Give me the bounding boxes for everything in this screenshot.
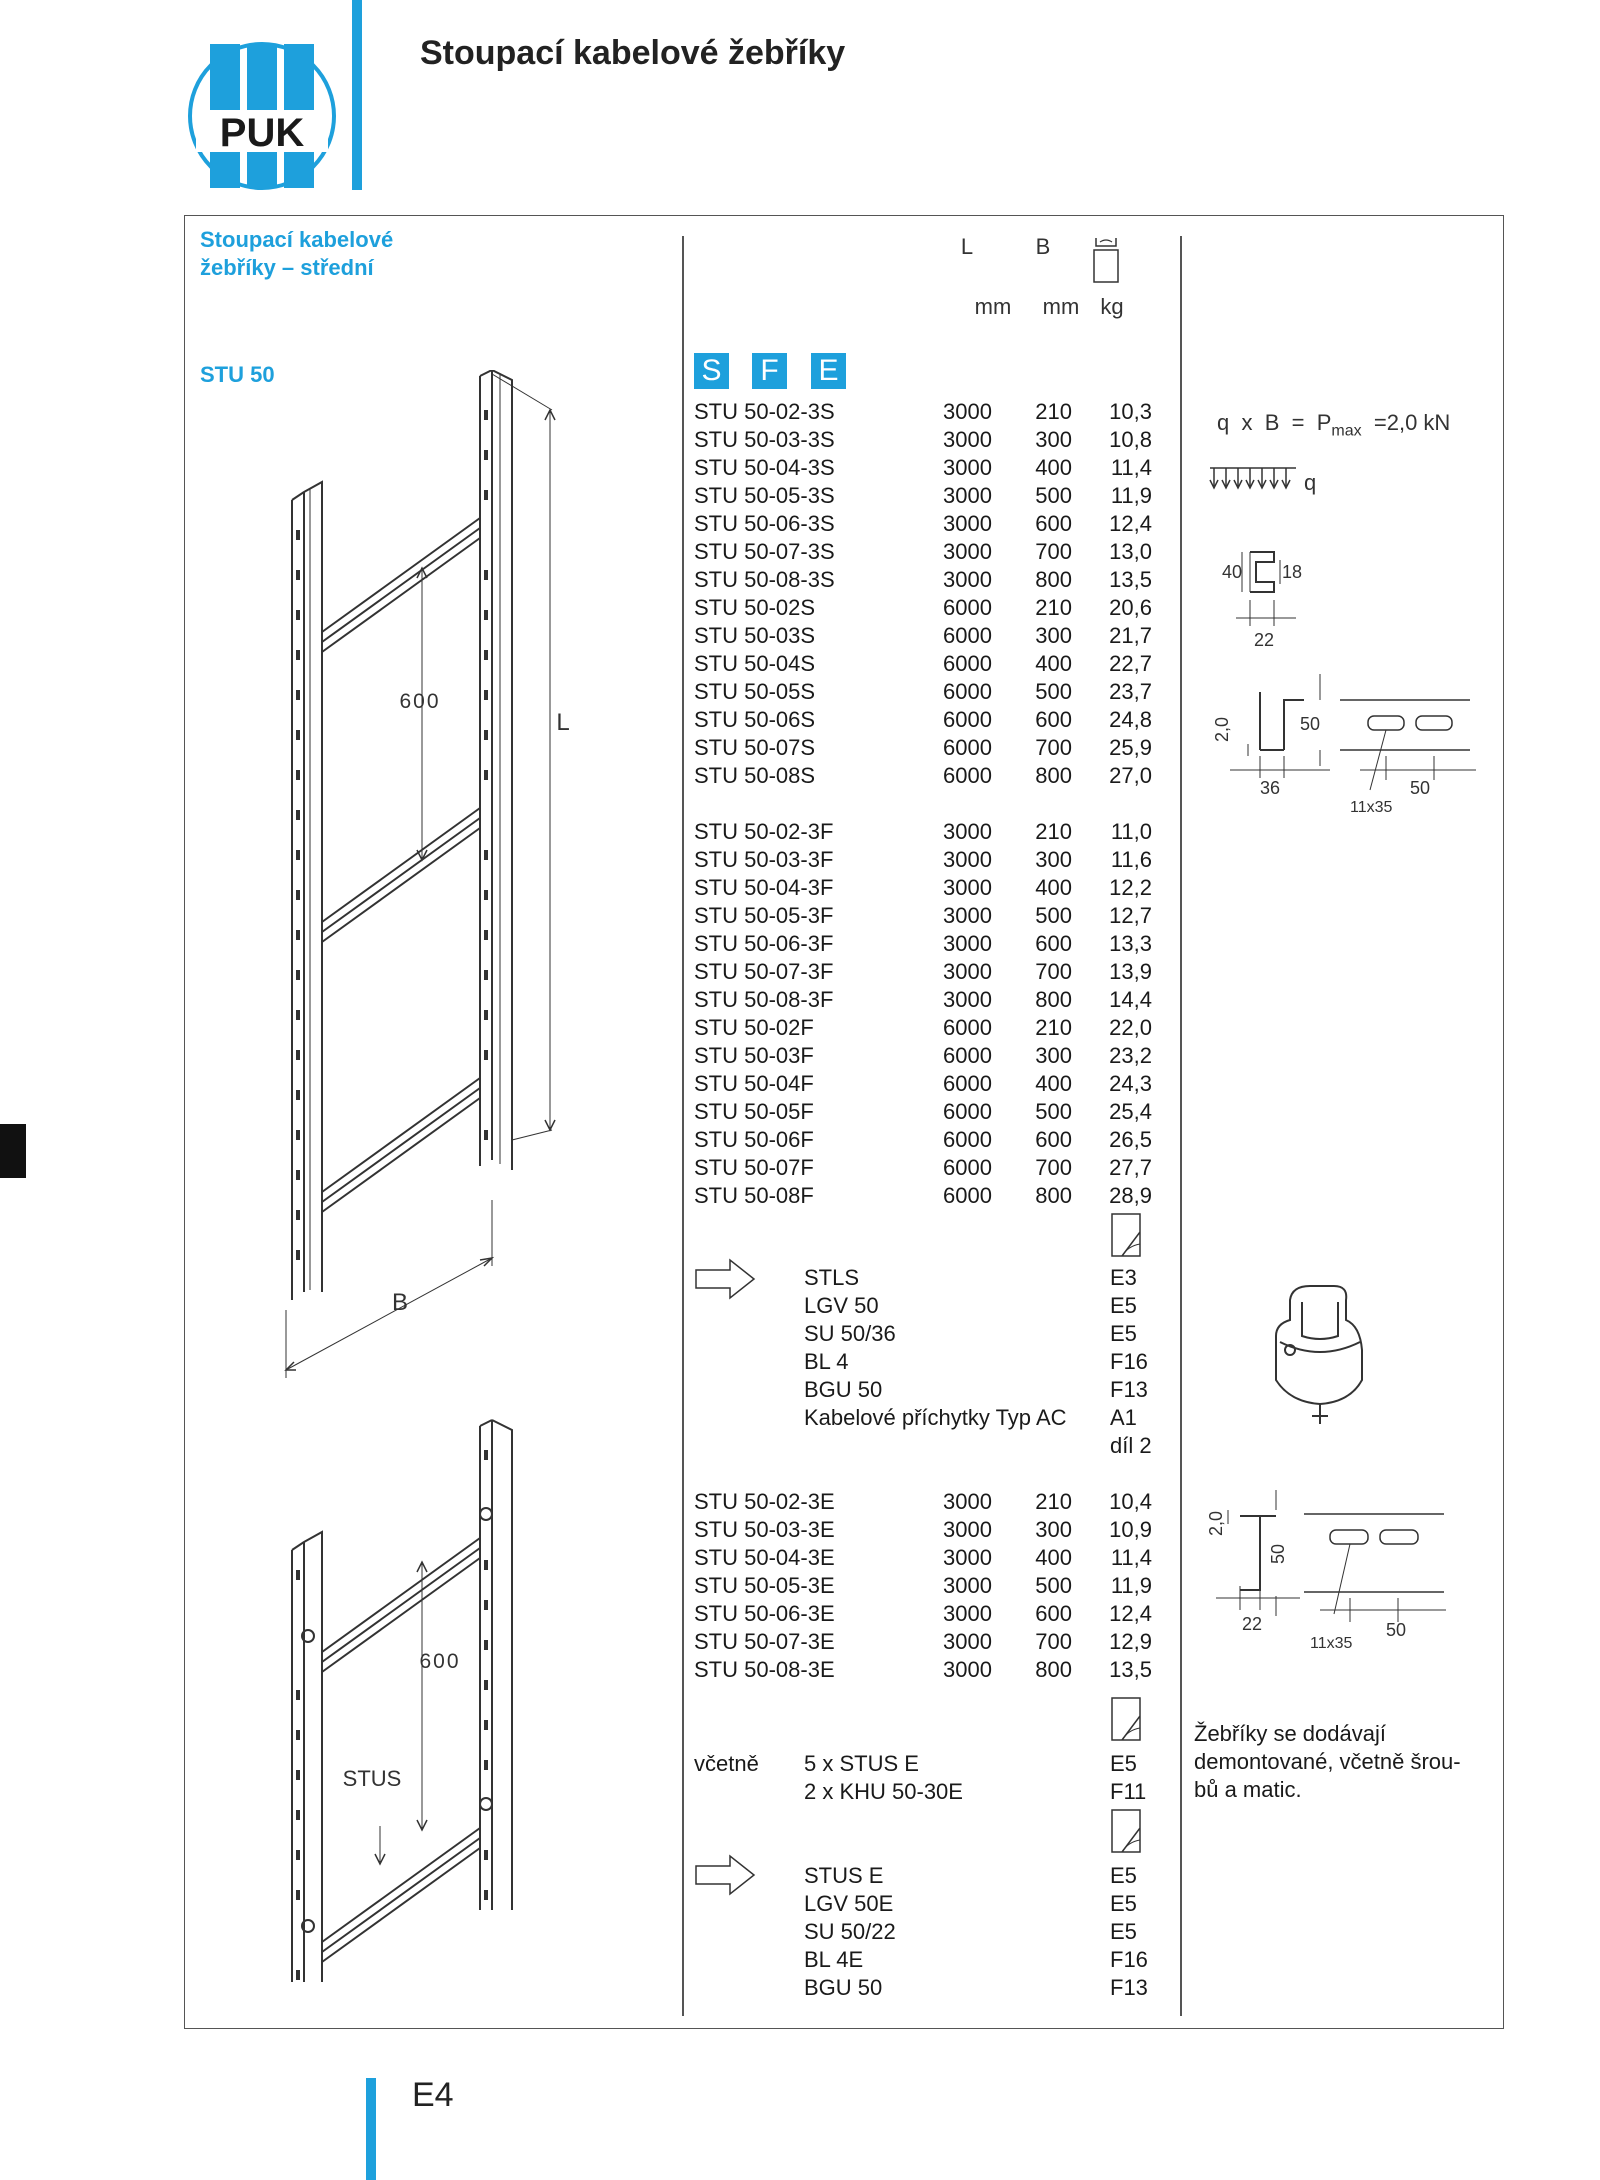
list-item: BGU 50 F13	[804, 1975, 1148, 2000]
section-title	[200, 226, 500, 282]
table-row: STU 50-08F 6000 800 28,9	[694, 1183, 1152, 1208]
table-row: STU 50-06-3S 3000 600 12,4	[694, 511, 1152, 536]
stus-label: STUS	[342, 1766, 402, 1791]
table-row: STU 50-04S 6000 400 22,7	[694, 651, 1152, 676]
table-row: STU 50-05-3E 3000 500 11,9	[694, 1573, 1152, 1598]
table-row: STU 50-06-3E 3000 600 12,4	[694, 1601, 1152, 1626]
table-row: STU 50-04-3E 3000 400 11,4	[694, 1545, 1152, 1570]
rung-height-label: 50	[1300, 714, 1321, 734]
table-row: STU 50-02S 6000 210 20,6	[694, 595, 1152, 620]
rung-e-thickness-label: 2,0	[1206, 1510, 1226, 1536]
rung-thickness-label: 2,0	[1212, 716, 1232, 742]
table-row: STU 50-04-3S 3000 400 11,4	[694, 455, 1152, 480]
model-heading: STU 50	[200, 362, 275, 387]
slot-e-pitch-label: 50	[1386, 1620, 1407, 1640]
table-row: STU 50-04-3F 3000 400 12,2	[694, 875, 1152, 900]
profile-height-label: 40	[1222, 562, 1243, 582]
table-row: STU 50-04F 6000 400 24,3	[694, 1071, 1152, 1096]
accessory-list	[694, 1264, 1174, 1460]
logo-text: PUK	[219, 111, 305, 155]
footer-accent-bar	[366, 2078, 376, 2180]
section-title-line1: Stoupací kabelové	[200, 227, 394, 252]
delivery-note: Žebříky se dodávají demontované, včetně šrou- bů a matic.	[1194, 1721, 1461, 1802]
rung-width-label: 36	[1260, 778, 1281, 798]
table-row: STU 50-02-3F 3000 210 11,0	[694, 819, 1152, 844]
table-row: STU 50-08-3E 3000 800 13,5	[694, 1657, 1152, 1682]
list-item: SU 50/36 E5	[804, 1321, 1137, 1346]
catalogue-page-icon	[1110, 1808, 1142, 1854]
section-title-line2: žebříky – střední	[200, 255, 374, 280]
table-row: STU 50-02-3E 3000 210 10,4	[694, 1489, 1152, 1514]
list-item: včetně 5 x STUS E E5	[694, 1751, 1137, 1776]
page-title: Stoupací kabelové žebříky	[420, 34, 846, 72]
cable-clamp-icon	[1250, 1280, 1390, 1430]
profile-e-diagram	[1200, 1480, 1500, 1660]
ladder-length-label: L	[556, 709, 570, 736]
table-row: STU 50-03-3E 3000 300 10,9	[694, 1517, 1152, 1542]
unit-l: mm	[974, 294, 1012, 319]
slot-pitch-label: 50	[1410, 778, 1431, 798]
table-row: STU 50-07-3S 3000 700 13,0	[694, 539, 1152, 564]
table-row: STU 50-03S 6000 300 21,7	[694, 623, 1152, 648]
table-row: STU 50-03-3S 3000 300 10,8	[694, 427, 1152, 452]
list-item: BL 4 F16	[804, 1349, 1148, 1374]
table-row: STU 50-06S 6000 600 24,8	[694, 707, 1152, 732]
ladder-drawing	[280, 370, 580, 1410]
accessory-list-e	[694, 1862, 1174, 2002]
load-q-label: q	[1304, 470, 1317, 495]
list-item: Kabelové příchytky Typ AC A1	[804, 1405, 1137, 1430]
header-accent-bar	[352, 0, 362, 190]
product-table-e	[694, 1488, 1174, 1684]
product-table-f	[694, 818, 1174, 1210]
table-row: STU 50-06-3F 3000 600 13,3	[694, 931, 1152, 956]
unit-b: mm	[1042, 294, 1080, 319]
table-row: STU 50-02F 6000 210 22,0	[694, 1015, 1152, 1040]
weight-icon	[1090, 236, 1122, 284]
list-item: díl 2	[1110, 1433, 1152, 1458]
table-row: STU 50-03-3F 3000 300 11,6	[694, 847, 1152, 872]
profile-diagram	[1200, 460, 1500, 820]
table-row: STU 50-08S 6000 800 27,0	[694, 763, 1152, 788]
table-row: STU 50-08-3S 3000 800 13,5	[694, 567, 1152, 592]
list-item: LGV 50E E5	[804, 1891, 1137, 1916]
included-list	[694, 1750, 1174, 1806]
product-table-s	[694, 398, 1174, 790]
unit-w: kg	[1100, 294, 1124, 319]
catalogue-page-icon	[1110, 1696, 1142, 1742]
slot-size-label: 11x35	[1350, 799, 1393, 816]
table-row: STU 50-07F 6000 700 27,7	[694, 1155, 1152, 1180]
ladder-width-label: B	[391, 1289, 409, 1316]
table-row: STU 50-05-3S 3000 500 11,9	[694, 483, 1152, 508]
profile-lip-label: 18	[1282, 562, 1303, 582]
slot-e-size-label: 11x35	[1310, 1635, 1353, 1652]
rung-e-height-label: 50	[1268, 1543, 1288, 1564]
finish-badge-f: F	[752, 353, 787, 389]
list-item: STLS E3	[804, 1265, 1137, 1290]
rung-e-width-label: 22	[1242, 1614, 1263, 1634]
column-header-l: L	[960, 234, 974, 259]
ladder-e-spacing-label: 600	[419, 1650, 461, 1673]
table-row: STU 50-06F 6000 600 26,5	[694, 1127, 1152, 1152]
puk-logo	[186, 40, 338, 192]
column-header-b: B	[1035, 234, 1051, 259]
catalogue-page-icon	[1110, 1212, 1142, 1258]
ladder-spacing-label: 600	[399, 690, 441, 713]
table-row: STU 50-02-3S 3000 210 10,3	[694, 399, 1152, 424]
finish-badge-s: S	[694, 353, 729, 389]
list-item: BL 4E F16	[804, 1947, 1148, 1972]
column-divider-right	[1180, 236, 1182, 2016]
list-item: BGU 50 F13	[804, 1377, 1148, 1402]
table-row: STU 50-07S 6000 700 25,9	[694, 735, 1152, 760]
table-row: STU 50-03F 6000 300 23,2	[694, 1043, 1152, 1068]
table-row: STU 50-07-3E 3000 700 12,9	[694, 1629, 1152, 1654]
list-item: LGV 50 E5	[804, 1293, 1137, 1318]
profile-width-label: 22	[1254, 630, 1275, 650]
list-item: STUS E E5	[804, 1863, 1137, 1888]
table-row: STU 50-07-3F 3000 700 13,9	[694, 959, 1152, 984]
finish-badge-e: E	[811, 353, 846, 389]
section-tab-marker	[0, 1124, 26, 1178]
table-row: STU 50-08-3F 3000 800 14,4	[694, 987, 1152, 1012]
ladder-e-drawing	[280, 1390, 540, 1990]
load-formula: q x $B = P_{max} =2,0$ kN	[1217, 410, 1451, 440]
page-number: E4	[412, 2076, 454, 2114]
table-row: STU 50-05F 6000 500 25,4	[694, 1099, 1152, 1124]
column-divider-left	[682, 236, 684, 2016]
list-item: 2 x KHU 50-30E F11	[804, 1779, 1147, 1804]
table-row: STU 50-05S 6000 500 23,7	[694, 679, 1152, 704]
list-item: SU 50/22 E5	[804, 1919, 1137, 1944]
table-row: STU 50-05-3F 3000 500 12,7	[694, 903, 1152, 928]
